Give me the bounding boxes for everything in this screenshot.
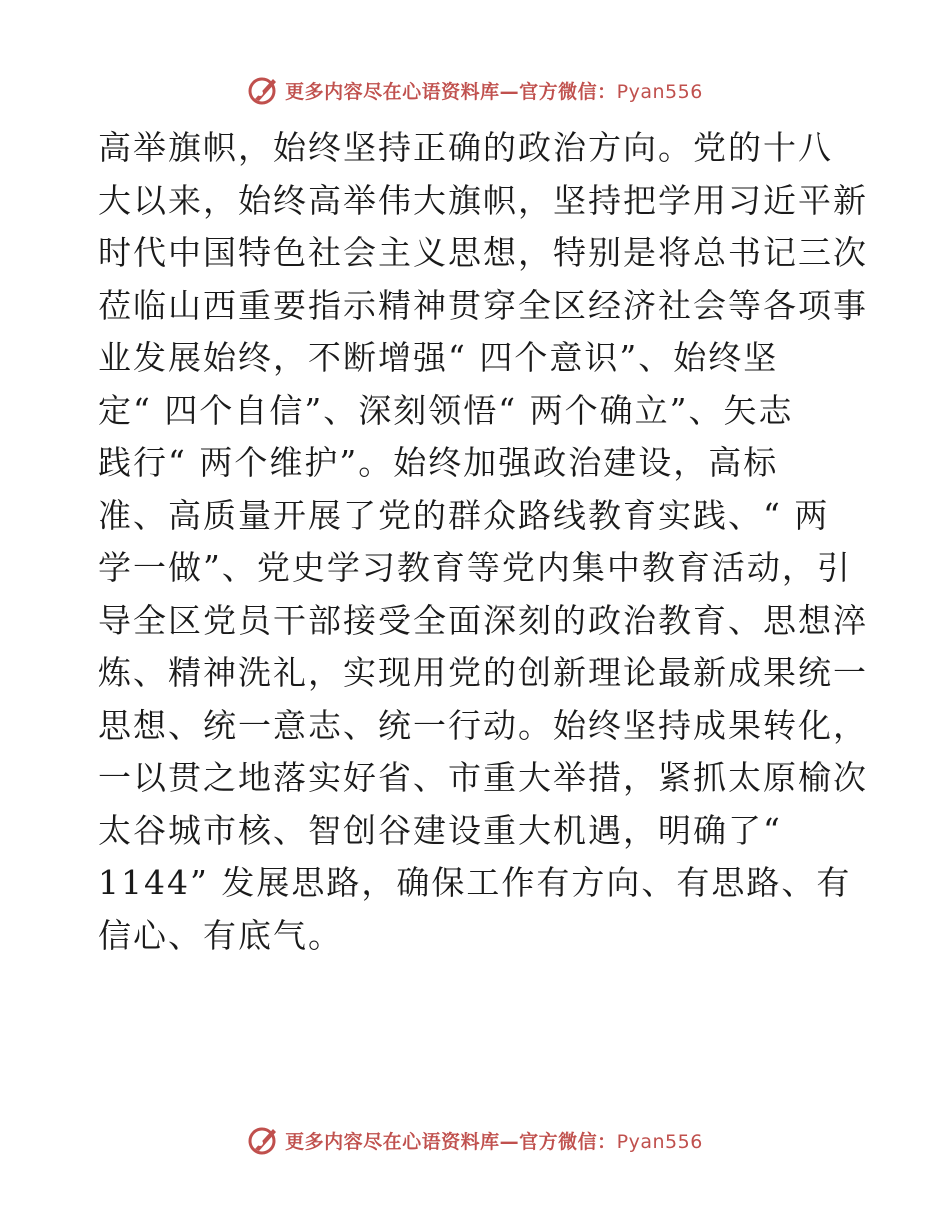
text-line: 一以贯之地落实好省、市重大举措，紧抓太原榆次 xyxy=(98,758,868,797)
text-line: 炼、精神洗礼，实现用党的创新理论最新成果统一 xyxy=(98,653,868,692)
text-line: 太谷城市核、智创谷建设重大机遇，明确了“ xyxy=(98,810,782,850)
watermark-text: 更多内容尽在心语资料库—官方微信：Pyan556 xyxy=(285,80,703,103)
text-line: 导全区党员干部接受全面深刻的政治教育、思想淬 xyxy=(98,600,868,640)
text-line: 定“ 四个自信”、深刻领悟“ 两个确立”、矢志 xyxy=(98,390,794,430)
footer-watermark xyxy=(0,1120,950,1160)
quill-logo-icon xyxy=(247,1123,281,1157)
text-line: 信心、有底气。 xyxy=(98,915,343,955)
text-line: 业发展始终，不断增强“ 四个意识”、始终坚 xyxy=(98,338,779,377)
text-line: 准、高质量开展了党的群众路线教育实践、“ 两 xyxy=(98,495,830,535)
text-line: 高举旗帜，始终坚持正确的政治方向。党的十八 xyxy=(98,128,833,167)
text-line: 莅临山西重要指示精神贯穿全区经济社会等各项事 xyxy=(98,285,868,325)
text-line: 时代中国特色社会主义思想，特别是将总书记三次 xyxy=(98,233,868,272)
text-line: 1144” 发展思路，确保工作有方向、有思路、有 xyxy=(98,863,852,902)
document-body xyxy=(98,122,868,962)
quill-logo-icon xyxy=(247,73,281,107)
watermark-text: 更多内容尽在心语资料库—官方微信：Pyan556 xyxy=(285,1130,703,1153)
header-watermark xyxy=(0,70,950,110)
text-line: 思想、统一意志、统一行动。始终坚持成果转化， xyxy=(98,705,868,745)
text-line: 学一做”、党史学习教育等党内集中教育活动，引 xyxy=(98,548,852,587)
text-line: 大以来，始终高举伟大旗帜，坚持把学用习近平新 xyxy=(98,180,868,220)
text-line: 践行“ 两个维护”。始终加强政治建设，高标 xyxy=(98,443,779,482)
